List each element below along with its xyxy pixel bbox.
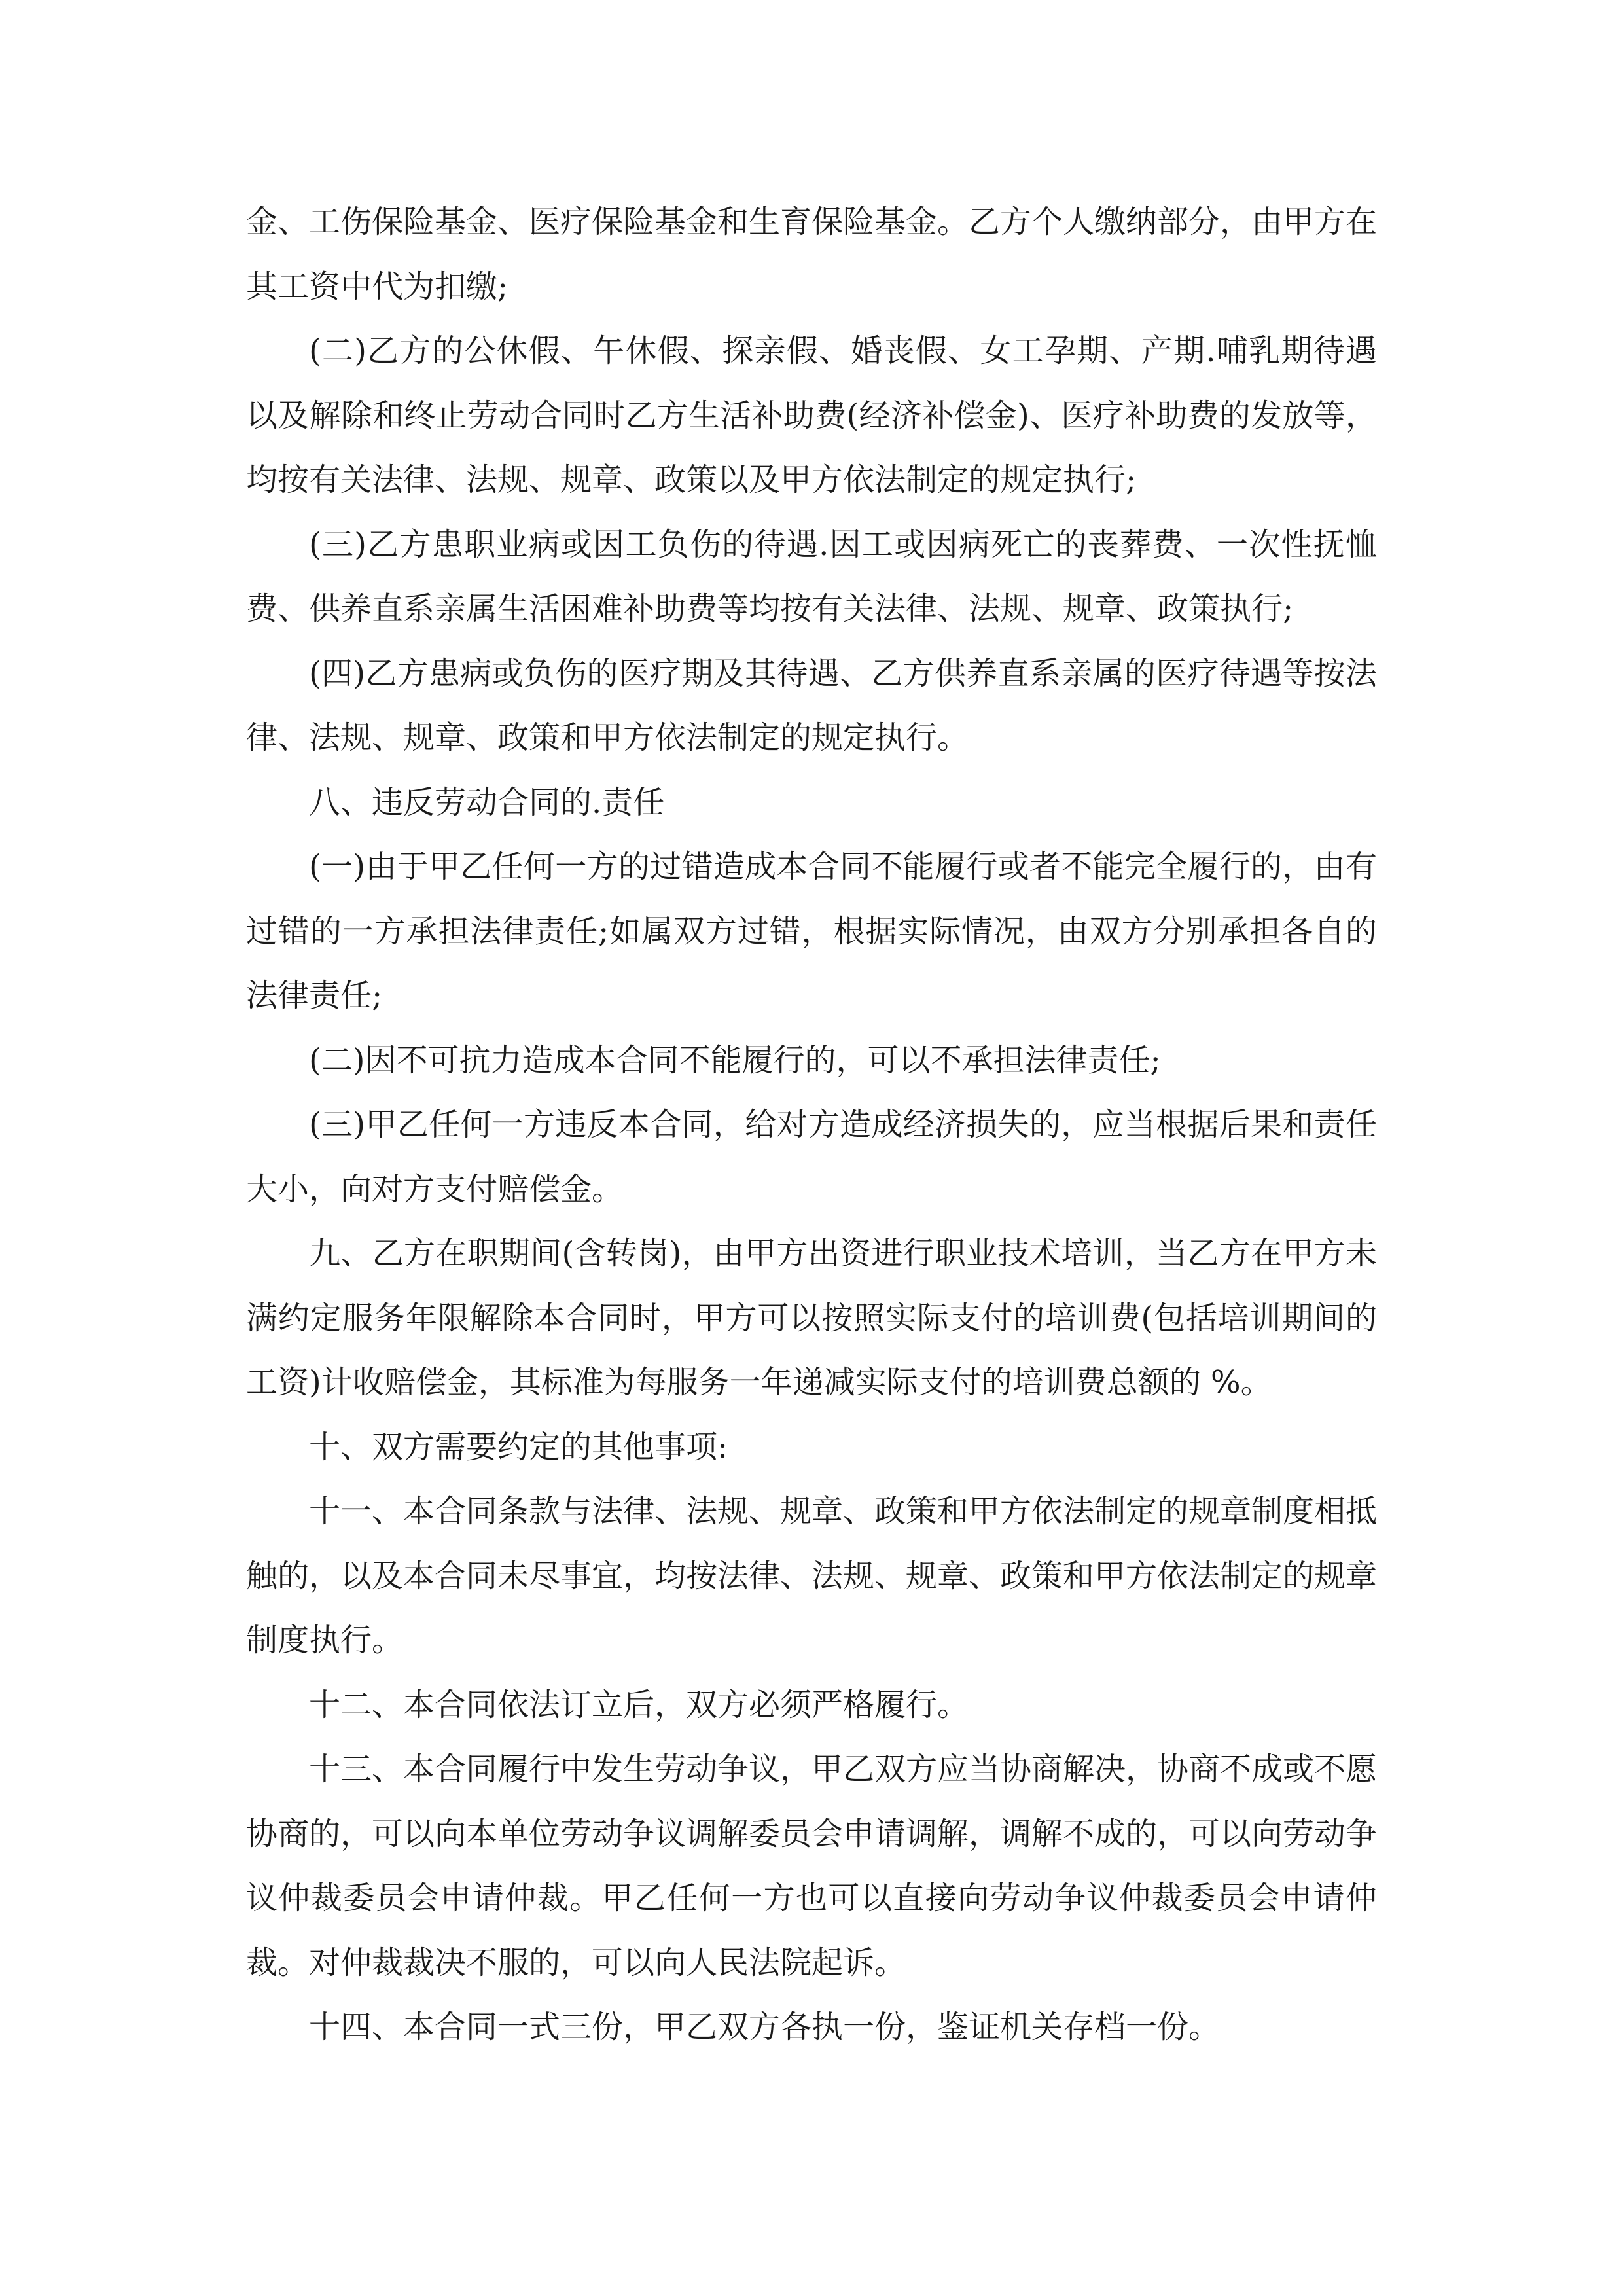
paragraph: (一)由于甲乙任何一方的过错造成本合同不能履行或者不能完全履行的，由有过错的一方承担法律责任;如属双方过错，根据实际情况，由双方分别承担各自的法律责任; [246,848,1377,1014]
paragraph: 十四、本合同一式三份，甲乙双方各执一份，鉴证机关存档一份。 [309,2009,1221,2045]
section-heading: 八、违反劳动合同的.责任 [309,783,665,821]
document-body [246,190,1377,2060]
paragraph: 十一、本合同条款与法律、法规、规章、政策和甲方依法制定的规章制度相抵触的，以及本合同未尽事宜，均按法律、法规、规章、政策和甲方依法制定的规章制度执行。 [246,1493,1378,1659]
paragraph: 十、双方需要约定的其他事项: [309,1428,728,1465]
paragraph: 十三、本合同履行中发生劳动争议，甲乙双方应当协商解决，协商不成或不愿协商的，可以向本单位劳动争议调解委员会申请调解，调解不成的，可以向劳动争议仲裁委员会申请仲裁。甲乙任何一方也可以直接向劳动争议仲裁委员会申请仲裁。对仲裁裁决不服的，可以向人民法院起诉。 [246,1751,1378,1981]
paragraph: 十二、本合同依法订立后，双方必须严格履行。 [309,1686,969,1723]
paragraph: (二)因不可抗力造成本合同不能履行的，可以不承担法律责任; [309,1041,1161,1079]
paragraph: (二)乙方的公休假、午休假、探亲假、婚丧假、女工孕期、产期.哺乳期待遇以及解除和终止劳动合同时乙方生活补助费(经济补偿金)、医疗补助费的发放等，均按有关法律、法规、规章、政策以及甲方依法制定的规定执行; [246,332,1377,498]
paragraph: (四)乙方患病或负伤的医疗期及其待遇、乙方供养直系亲属的医疗待遇等按法律、法规、规章、政策和甲方依法制定的规定执行。 [246,655,1377,756]
paragraph: (三)甲乙任何一方违反本合同，给对方造成经济损失的，应当根据后果和责任大小，向对方支付赔偿金。 [246,1106,1377,1208]
paragraph: 九、乙方在职期间(含转岗)，由甲方出资进行职业技术培训，当乙方在甲方未满约定服务年限解除本合同时，甲方可以按照实际支付的培训费(包括培训期间的工资)计收赔偿金，其标准为每服务一年递减实际支付的培训费总额的 %。 [246,1235,1377,1401]
paragraph: (三)乙方患职业病或因工负伤的待遇.因工或因病死亡的丧葬费、一次性抚恤费、供养直系亲属生活困难补助费等均按有关法律、法规、规章、政策执行; [246,526,1377,627]
paragraph: 金、工伤保险基金、医疗保险基金和生育保险基金。乙方个人缴纳部分，由甲方在其工资中代为扣缴; [246,204,1378,305]
